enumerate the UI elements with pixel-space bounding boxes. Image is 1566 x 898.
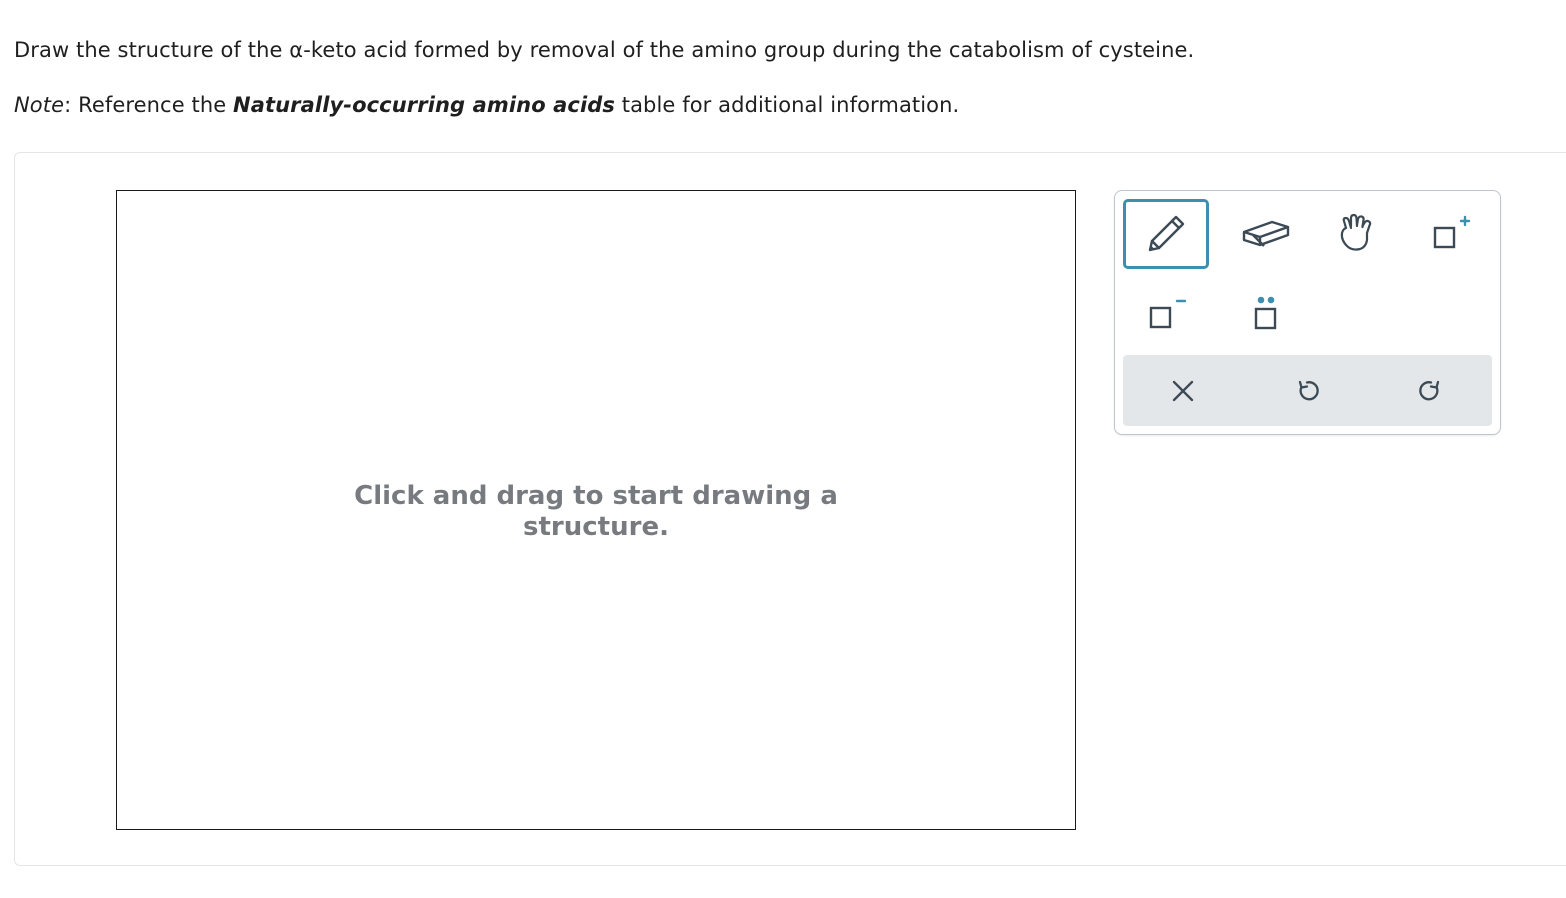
note-text-end: table for additional information.: [614, 93, 960, 117]
eraser-icon: [1240, 214, 1292, 254]
positive-charge-tool-button[interactable]: [1405, 199, 1491, 269]
clear-button[interactable]: [1143, 355, 1223, 426]
amino-acids-table-reference: Naturally-occurring amino acids: [233, 93, 615, 117]
hand-tool-button[interactable]: [1313, 199, 1399, 269]
hand-icon: [1334, 212, 1378, 256]
clear-icon: [1169, 377, 1197, 405]
undo-icon: [1292, 376, 1322, 406]
lone-pair-tool-button[interactable]: [1223, 279, 1309, 349]
negative-charge-tool-button[interactable]: [1123, 279, 1209, 349]
canvas-hint-line1: Click and drag to start drawing a: [354, 481, 838, 511]
question-text: Draw the structure of the α-keto acid formed by removal of the amino group during the catabolism of cysteine.: [14, 38, 1195, 62]
add-lone-pair-icon: [1246, 291, 1286, 337]
add-positive-charge-icon: [1423, 211, 1473, 257]
add-negative-charge-icon: [1141, 291, 1191, 337]
undo-button[interactable]: [1267, 355, 1347, 426]
eraser-tool-button[interactable]: [1223, 199, 1309, 269]
canvas-hint-line2: structure.: [523, 512, 669, 542]
note-text: : Reference the: [64, 93, 234, 117]
drawing-toolbox: [1114, 190, 1501, 435]
drawing-canvas[interactable]: [116, 190, 1076, 830]
canvas-hint: [117, 481, 1075, 543]
pencil-icon: [1142, 210, 1190, 258]
question-note: [14, 93, 959, 117]
redo-button[interactable]: [1391, 355, 1471, 426]
action-bar: [1123, 355, 1492, 426]
note-label: Note: [14, 93, 65, 117]
pencil-tool-button[interactable]: [1123, 199, 1209, 269]
redo-icon: [1416, 376, 1446, 406]
